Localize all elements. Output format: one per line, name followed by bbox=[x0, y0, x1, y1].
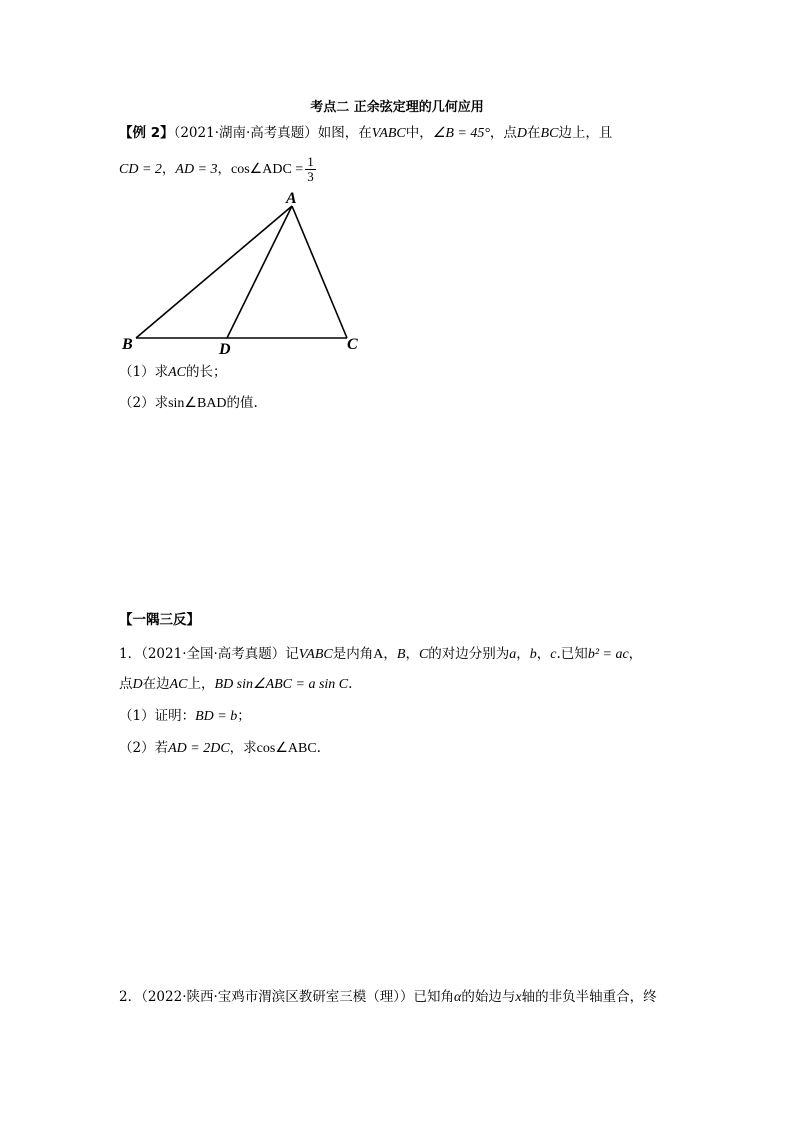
label-a: A bbox=[286, 190, 297, 207]
segment-ad bbox=[227, 206, 292, 338]
example2-question1: （1）求AC的长； bbox=[119, 364, 227, 380]
example2-conditions: CD = 2，AD = 3，cos∠ADC = $\frac{1}{3}$ bbox=[119, 154, 314, 184]
example-source: （2021·湖南·高考真题） bbox=[173, 125, 318, 141]
segment-ac bbox=[292, 206, 347, 338]
problem1-question2: （2）若AD = 2DC，求cos∠ABC. bbox=[119, 740, 321, 756]
example-tag: 【例 2】 bbox=[119, 125, 174, 141]
label-b: B bbox=[122, 336, 133, 353]
problem2-line1: 2．（2022·陕西·宝鸡市渭滨区教研室三模（理））已知角α的始边与x轴的非负半轴重合，终 bbox=[119, 989, 657, 1005]
cond-ad: AD = 3 bbox=[175, 162, 218, 177]
example2-question2: （2）求sin∠BAD的值. bbox=[119, 395, 258, 411]
label-c: C bbox=[347, 336, 358, 353]
problem1-line2: 点D在边AC上，BD sin∠ABC = a sin C. bbox=[119, 676, 353, 692]
section-title: 考点二 正余弦定理的几何应用 bbox=[310, 100, 484, 115]
problem1-line1: 1．（2021·全国·高考真题）记VABC是内角A，B，C的对边分别为a，b，c.已知b² = ac， bbox=[119, 646, 643, 662]
segment-ab bbox=[136, 206, 292, 338]
example2-line1: 【例 2】（2021·湖南·高考真题）如图，在VABC中，∠B = 45°，点D在BC边上，且 bbox=[119, 125, 613, 141]
label-d: D bbox=[219, 341, 231, 358]
problem1-question1: （1）证明：BD = b； bbox=[119, 708, 251, 724]
cond-cos: cos∠ADC = bbox=[231, 162, 304, 177]
cond-cd: CD = 2 bbox=[119, 162, 162, 177]
practice-header: 【一隅三反】 bbox=[119, 612, 200, 628]
triangle-figure bbox=[116, 188, 376, 360]
fraction-one-third: $\frac{1}{3}$ bbox=[307, 154, 314, 184]
